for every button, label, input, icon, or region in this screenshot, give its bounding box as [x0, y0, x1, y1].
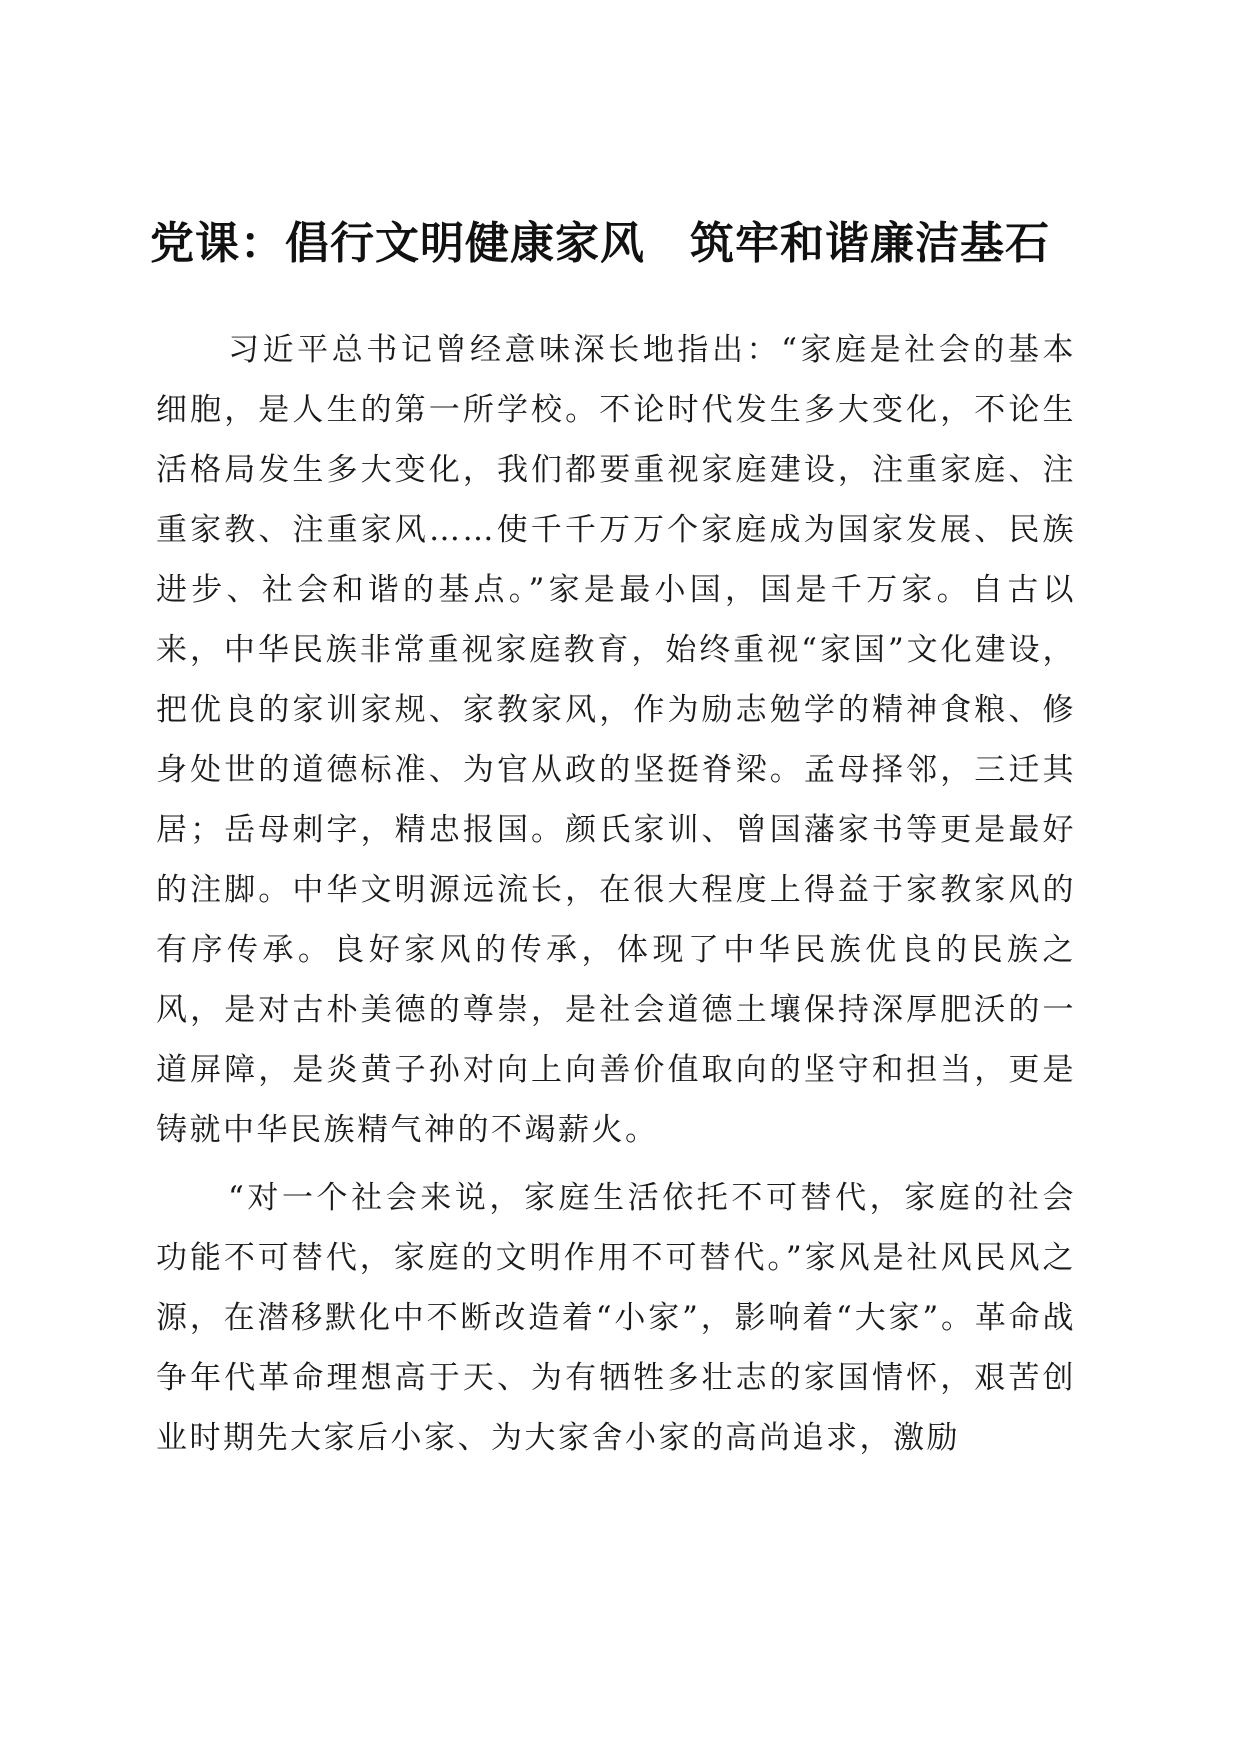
document-title: 党课：倡行文明健康家风 筑牢和谐廉洁基石 — [150, 218, 1050, 269]
document-body — [156, 320, 1076, 1468]
body-paragraph-1: 习近平总书记曾经意味深长地指出：“家庭是社会的基本细胞，是人生的第一所学校。不论时代发生多大变化，不论生活格局发生多大变化，我们都要重视家庭建设，注重家庭、注重家教、注重家风……使千千万万个家庭成为国家发展、民族进步、社会和谐的基点。”家是最小国，国是千万家。自古以来，中华民族非常重视家庭教育，始终重视“家国”文化建设，把优良的家训家规、家教家风，作为励志勉学的精神食粮、修身处世的道德标准、为官从政的坚挺脊梁。孟母择邻，三迁其居；岳母刺字，精忠报国。颜氏家训、曾国藩家书等更是最好的注脚。中华文明源远流长，在很大程度上得益于家教家风的有序传承。良好家风的传承，体现了中华民族优良的民族之风，是对古朴美德的尊崇，是社会道德土壤保持深厚肥沃的一道屏障，是炎黄子孙对向上向善价值取向的坚守和担当，更是铸就中华民族精气神的不竭薪火。 — [156, 332, 1076, 1148]
body-paragraph-2: “对一个社会来说，家庭生活依托不可替代，家庭的社会功能不可替代，家庭的文明作用不可替代。”家风是社风民风之源，在潜移默化中不断改造着“小家”，影响着“大家”。革命战争年代革命理想高于天、为有牺牲多壮志的家国情怀，艰苦创业时期先大家后小家、为大家舍小家的高尚追求，激励 — [156, 1180, 1076, 1456]
